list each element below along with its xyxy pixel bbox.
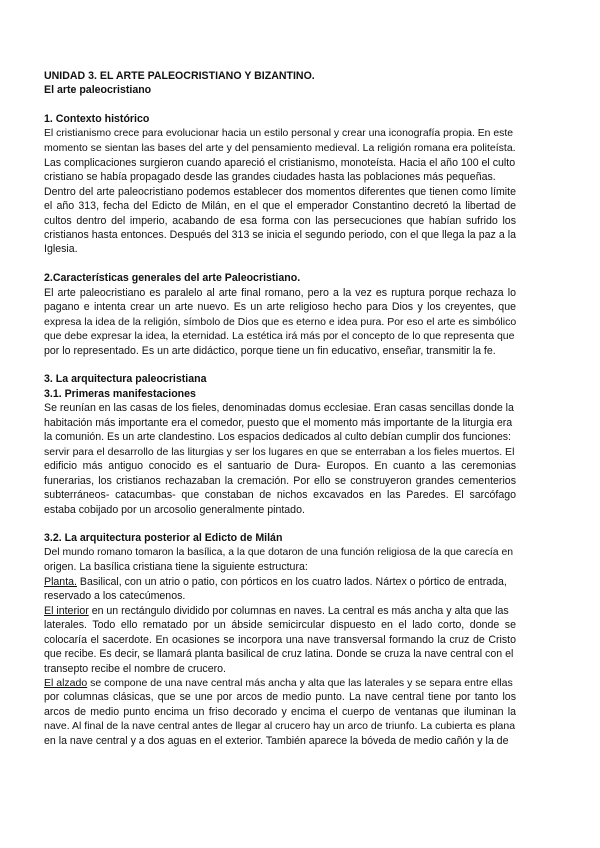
paragraph-line: expresa la idea de la religión, símbolo de Dios que es eterno e idea pura. Por eso el arte es simbólico xyxy=(44,315,517,328)
paragraph-line: reservado a los catecúmenos. xyxy=(44,590,186,603)
paragraph-line: El cristianismo crece para evolucionar hacia un estilo personal y crear una iconografía propia. En este xyxy=(44,127,513,139)
paragraph-line: origen. La basílica cristiana tiene la siguiente estructura: xyxy=(44,561,308,574)
paragraph-line: momento se sientan las bases del arte y del pensamiento medieval. La religión romana era politeísta. xyxy=(44,142,516,155)
paragraph-line: estaba cobijado por un arcosolio generalmente pintado. xyxy=(44,503,305,516)
section-3-2-heading: 3.2. La arquitectura posterior al Edicto de Milán xyxy=(44,532,283,545)
paragraph-line: Iglesia. xyxy=(44,243,78,256)
planta-text: Basilical, con un atrio o patio, con pórticos en los cuatro lados. Nártex o pórtico de entrada, xyxy=(76,575,507,588)
paragraph-line: que recibe. Es decir, se llamará planta basilical de cruz latina. Donde se cruza la nave central con el xyxy=(44,648,514,661)
paragraph-line: pagano e intenta crear un arte nuevo. Es un arte religioso hecho para Dios y los creyentes, que xyxy=(44,301,516,314)
alzado-term: El alzado xyxy=(44,676,88,689)
interior-line xyxy=(44,604,516,618)
paragraph-line: Dentro del arte paleocristiano podemos establecer dos momentos diferentes que tienen como límite xyxy=(44,185,516,198)
document-subtitle: El arte paleocristiano xyxy=(44,84,152,97)
paragraph-line: Del mundo romano tomaron la basílica, a la que dotaron de una función religiosa de la que carecía en xyxy=(44,546,514,558)
document-title: UNIDAD 3. EL ARTE PALEOCRISTIANO Y BIZANTINO. xyxy=(44,70,315,82)
section-3-1-heading: 3.1. Primeras manifestaciones xyxy=(44,387,196,400)
paragraph-line: edificio más antiguo conocido es el santuario de Dura- Europos. En cuanto a las ceremonias xyxy=(44,460,516,473)
paragraph-line: transepto recibe el nombre de crucero. xyxy=(44,662,226,675)
paragraph-line: por lo representado. Es un arte didáctico, porque tiene un fin educativo, enseñar, transmitir la fe. xyxy=(44,344,496,357)
paragraph-line: subterráneos- catacumbas- que constaban de nichos excavados en las Paredes. El sarcófago xyxy=(44,489,516,502)
section-3-heading: 3. La arquitectura paleocristiana xyxy=(44,373,207,386)
paragraph-line: por columnas clásicas, que se une por arcos de medio punto. La nave central tiene por tanto los xyxy=(44,691,516,704)
paragraph-line: El arte paleocristiano es paralelo al arte final romano, pero a la vez es ruptura porque rechaza lo xyxy=(44,286,516,299)
interior-text: en un rectángulo dividido por columnas en naves. La central es más ancha y alta que las xyxy=(88,604,509,617)
paragraph-line: laterales. Todo ello rematado por un ábside semicircular dispuesto en el lado corto, donde se xyxy=(44,619,516,632)
paragraph-line: cristianos hasta entonces. Después del 313 se inicia el segundo periodo, con el que llega la paz a la xyxy=(44,228,516,241)
paragraph-line: que debe expresar la idea, la eternidad. La estética irá más por el concepto de lo que representa que xyxy=(44,330,515,343)
planta-term: Planta. xyxy=(44,575,77,588)
paragraph-line: colocaría el sacerdote. En ocasiones se incorpora una nave transversal formando la cruz de Cristo xyxy=(44,633,516,646)
paragraph-line: funerarias, los cristianos rechazaban la cremación. Por ello se construyeron grandes cementerios xyxy=(44,474,516,487)
planta-line xyxy=(44,575,516,589)
paragraph-line: servir para el desarrollo de las liturgias y ser los lugares en que se enterraban a los fieles muertos. El xyxy=(44,445,515,458)
paragraph-line: el año 313, fecha del Edicto de Milán, en el que el emperador Constantino decretó la libertad de xyxy=(44,200,516,213)
alzado-text: se compone de una nave central más ancha y alta que las laterales y se separa entre ellas xyxy=(87,676,513,689)
paragraph-line: nave. Al final de la nave central antes de llegar al crucero hay un arco de triunfo. La cubierta es plana xyxy=(44,720,516,733)
paragraph-line: cultos dentro del imperio, acabando de esa forma con las persecuciones que habían sufrido los xyxy=(44,214,516,227)
paragraph-line: habitación más importante era el comedor, puesto que el momento más importante de la liturgia era xyxy=(44,416,513,429)
paragraph-line: Se reunían en las casas de los fieles, denominadas domus ecclesiae. Eran casas sencillas donde la xyxy=(44,402,514,415)
paragraph-line: Las complicaciones surgieron cuando apareció el cristianismo, monoteísta. Hacia el año 100 el culto xyxy=(44,156,516,169)
paragraph-line: cristiano se había propagado desde las grandes ciudades hasta las poblaciones más pequeñas. xyxy=(44,171,496,184)
alzado-line xyxy=(44,676,516,690)
section-2-heading: 2.Características generales del arte Paleocristiano. xyxy=(44,272,301,285)
paragraph-line: en la nave central y a dos aguas en el exterior. También aparece la bóveda de medio cañón y la de xyxy=(44,734,509,747)
paragraph-line: la comunión. Es un arte clandestino. Los espacios dedicados al culto debían cumplir dos funciones: xyxy=(44,431,511,444)
section-1-heading: 1. Contexto histórico xyxy=(44,113,150,126)
document-page xyxy=(44,69,516,748)
paragraph-line: arcos de medio punto encima un friso decorado y encima el cuerpo de ventanas que iluminan la xyxy=(44,705,516,718)
interior-term: El interior xyxy=(44,604,89,617)
